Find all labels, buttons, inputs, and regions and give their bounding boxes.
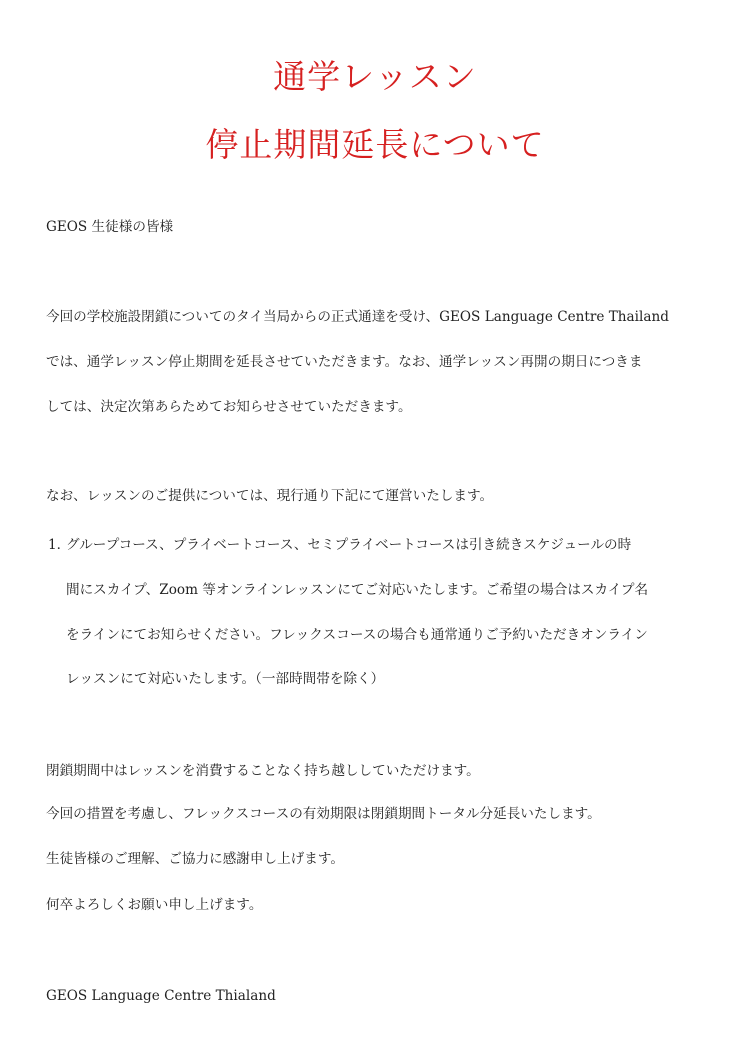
closing-line-1: 閉鎖期間中はレッスンを消費することなく持ち越ししていただけます。	[46, 763, 480, 779]
closing-line-4: 何卒よろしくお願い申し上げます。	[46, 897, 263, 913]
list-item-line-4: レッスンにて対応いたします。（一部時間帯を除く）	[66, 671, 385, 687]
closing-line-3: 生徒皆様のご理解、ご協力に感謝申し上げます。	[46, 851, 344, 867]
salutation: GEOS 生徒様の皆様	[46, 219, 174, 235]
signature: GEOS Language Centre Thialand	[46, 988, 276, 1004]
list-item-line-3: をラインにてお知らせください。フレックスコースの場合も通常通りご予約いただきオンライン	[66, 627, 648, 643]
paragraph-1-line-3: しては、決定次第あらためてお知らせさせていただきます。	[46, 399, 412, 415]
paragraph-2-intro: なお、レッスンのご提供については、現行通り下記にて運営いたします。	[46, 488, 494, 504]
document-title-line-2: 停止期間延長について	[205, 125, 545, 164]
list-item-number: 1．	[48, 537, 71, 553]
closing-line-2: 今回の措置を考慮し、フレックスコースの有効期限は閉鎖期間トータル分延長いたします。	[46, 806, 601, 822]
list-item-line-2: 間にスカイプ、Zoom 等オンラインレッスンにてご対応いたします。ご希望の場合はスカイプ名	[66, 582, 649, 598]
paragraph-1-line-1: 今回の学校施設閉鎖についてのタイ当局からの正式通達を受け、GEOS Language Centre Thailand	[46, 309, 669, 325]
paragraph-1-line-2: では、通学レッスン停止期間を延長させていただきます。なお、通学レッスン再開の期日につきま	[46, 354, 643, 370]
document-title-line-1: 通学レッスン	[273, 57, 477, 96]
list-item-line-1: グループコース、プライベートコース、セミプライベートコースは引き続きスケジュールの時	[66, 537, 632, 553]
